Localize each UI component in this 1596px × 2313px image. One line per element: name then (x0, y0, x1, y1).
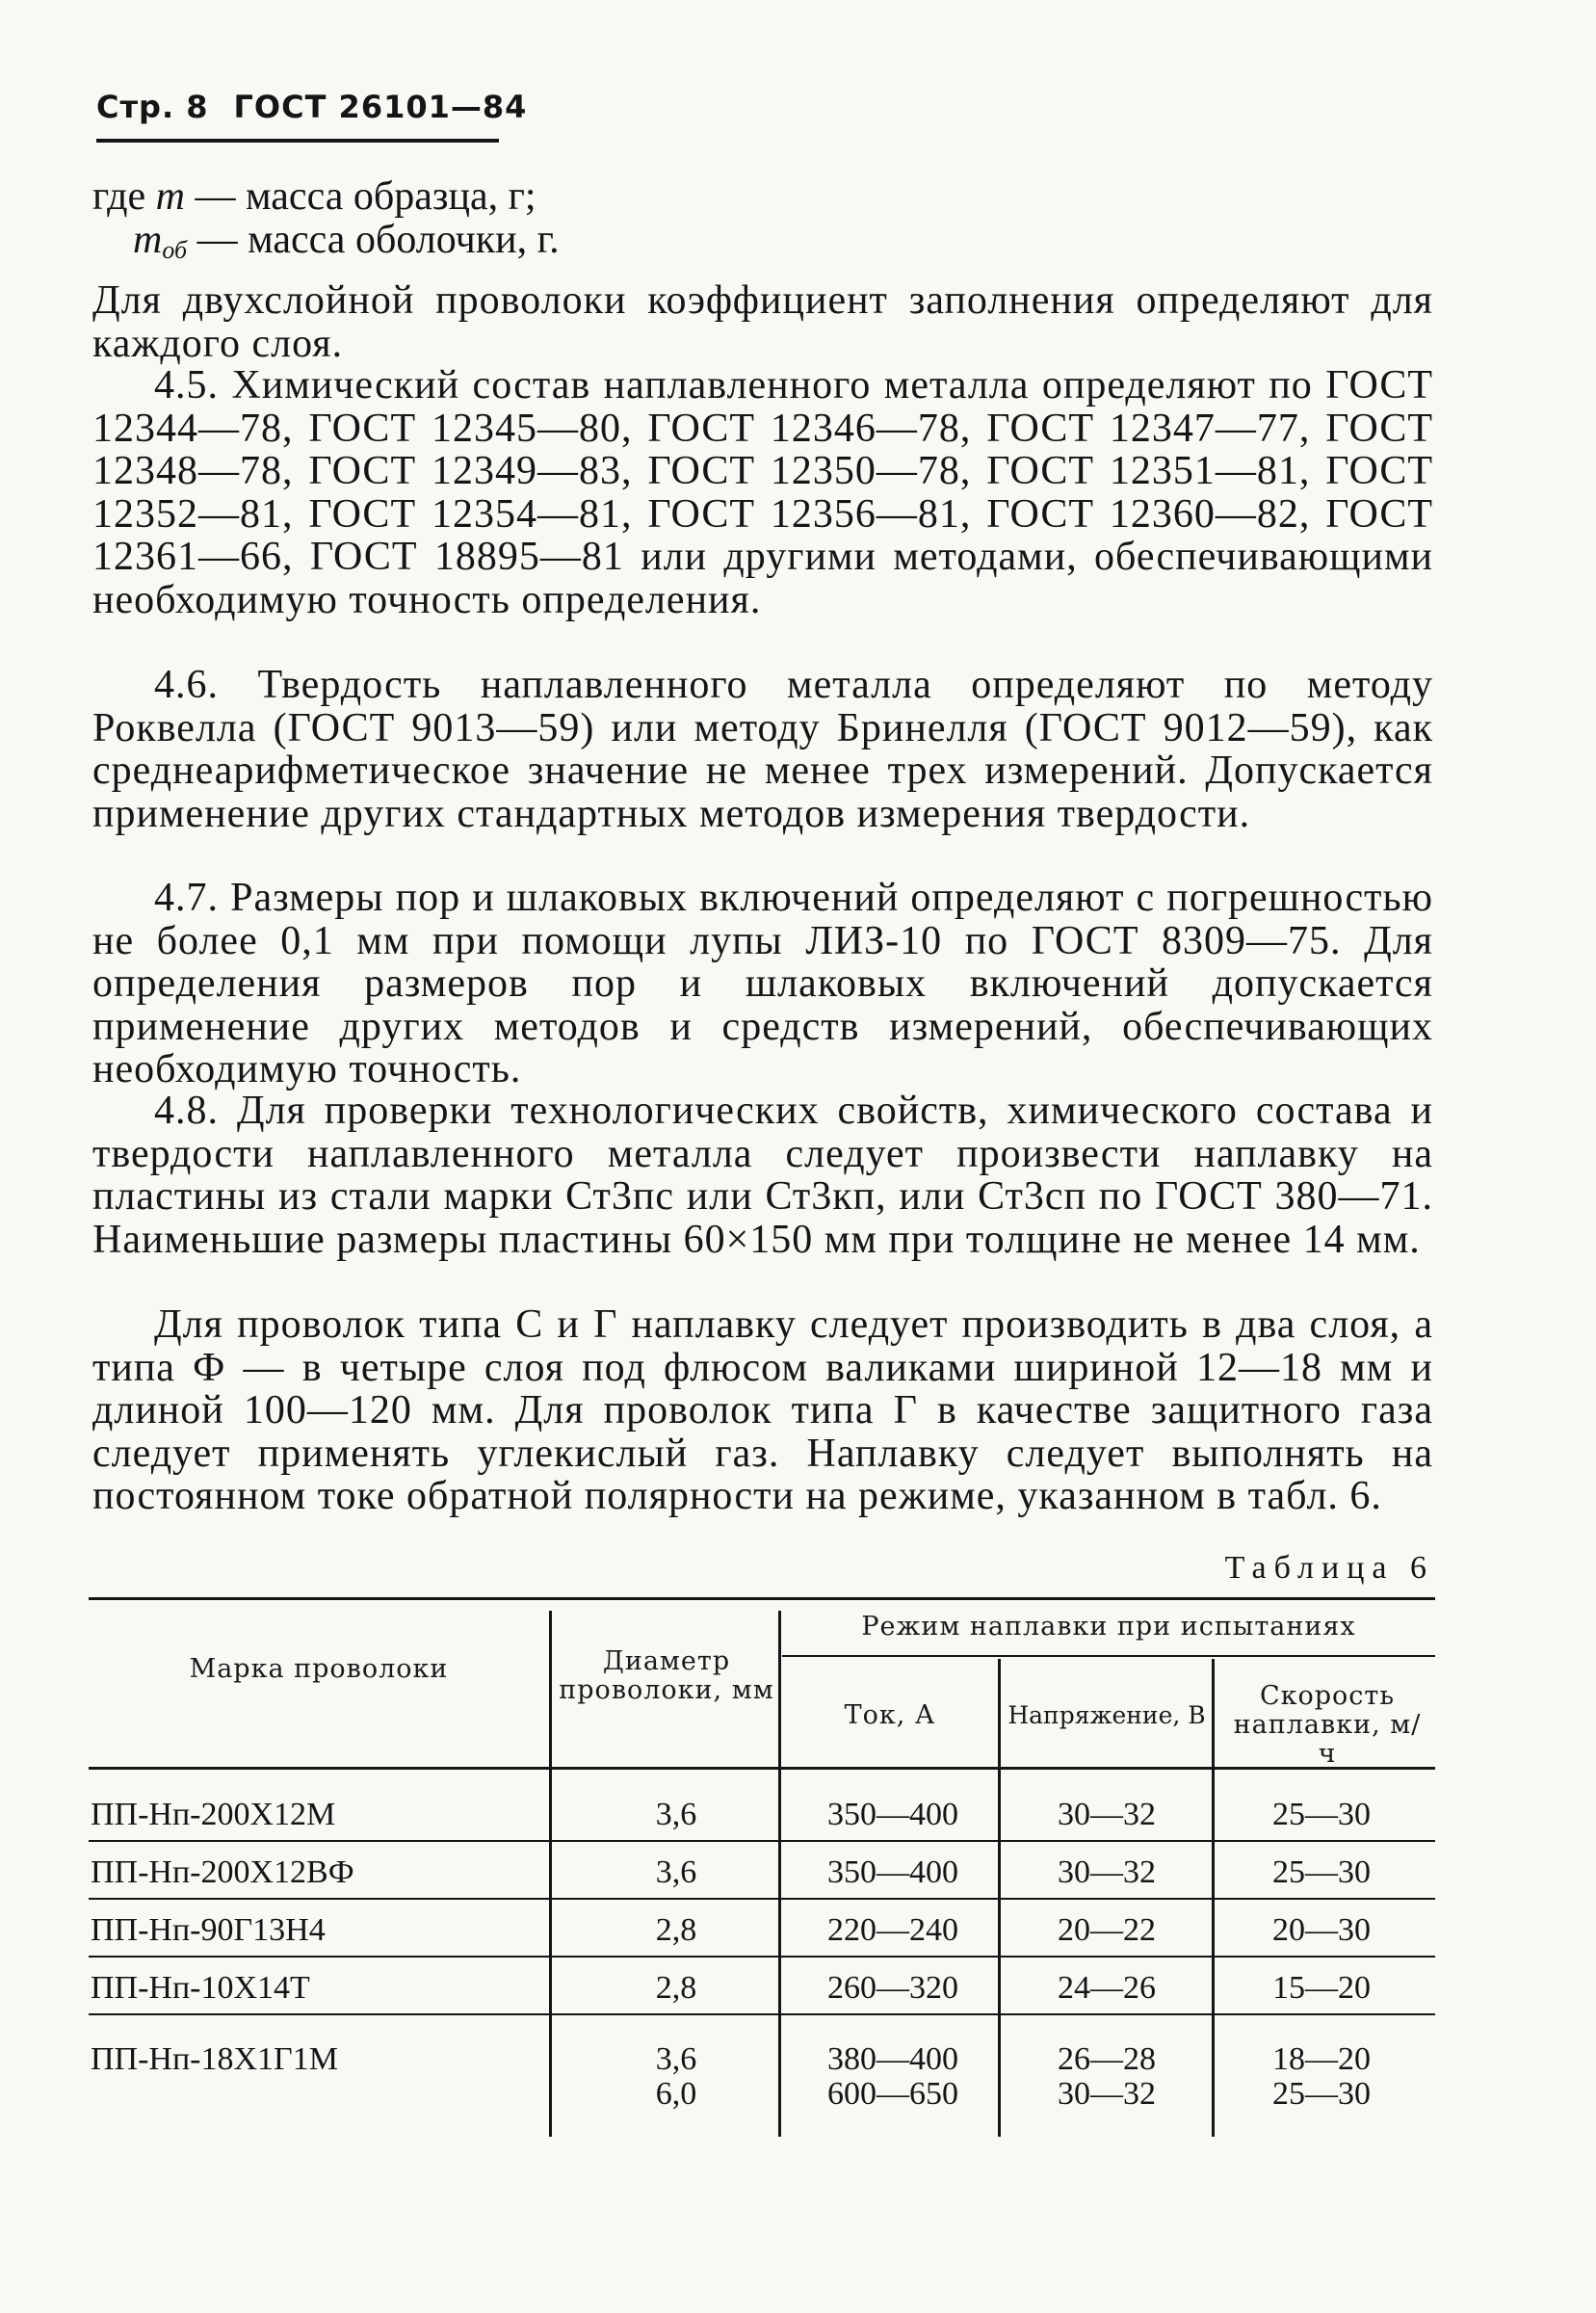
cell-current: 350—400 (827, 1854, 958, 1890)
page-number: Стр. 8 (96, 89, 209, 125)
cell-brand: ПП-Нп-200Х12М (91, 1797, 336, 1832)
symbol-m-ob: m (133, 217, 163, 262)
paragraph-4-8: 4.8. Для проверки технологических свойств, химического состава и твердости наплавленного металла следует произвести наплавку на пластины из стали марки Ст3пс или Ст3кп, или Ст3сп по ГОСТ 380—71. Наименьшие размеры пластины 60×150 мм при толщине не менее 14 мм. (92, 1089, 1433, 1262)
cell-current: 260—320 (827, 1970, 958, 2006)
header-current: Ток, А (844, 1700, 936, 1730)
cell-diameter: 2,8 (655, 1970, 697, 2006)
cell-current: 220—240 (827, 1912, 958, 1948)
paragraph-4-5: 4.5. Химический состав наплавленного металла определяют по ГОСТ 12344—78, ГОСТ 12345—80, ГОСТ 12346—78, ГОСТ 12347—77, ГОСТ 12348—78, ГОСТ 12349—83, ГОСТ 12350—78, ГОСТ 12351—81, ГОСТ 12352—81, ГОСТ 12354—81, ГОСТ 12356—81, ГОСТ 12360—82, ГОСТ 12361—66, ГОСТ 18895—81 или другими методами, обеспечивающими необходимую точность определения. (92, 363, 1433, 622)
row-rule-4 (89, 2013, 1435, 2015)
paragraph-4-7: 4.7. Размеры пор и шлаковых включений определяют с погрешностью не более 0,1 мм при помощи лупы ЛИЗ-10 по ГОСТ 8309—75. Для определения размеров пор и шлаковых включений допускается применение других методов и средств измерений, обеспечивающих необходимую точность. (92, 876, 1433, 1091)
where-text-2: — масса оболочки, г. (187, 217, 560, 262)
cell-speed: 18—20 (1272, 2041, 1371, 2077)
cell-voltage: 20—22 (1058, 1912, 1156, 1948)
row-rule-3 (89, 1956, 1435, 1958)
cell-voltage-2: 30—32 (1058, 2076, 1156, 2112)
cell-diameter-2: 6,0 (655, 2076, 697, 2112)
paragraph-two-layer: Для двухслойной проволоки коэффициент заполнения определяют для каждого слоя. (92, 278, 1433, 366)
cell-speed: 25—30 (1272, 1854, 1371, 1890)
cell-current: 350—400 (827, 1797, 958, 1832)
col-rule-4 (1212, 1659, 1215, 2137)
where-line-2 (92, 219, 1433, 273)
header-rule (96, 139, 499, 143)
paragraph-wire-types: Для проволок типа С и Г наплавку следует производить в два слоя, а типа Ф — в четыре слоя под флюсом валиками шириной 12—18 мм и длиной 100—120 мм. Для проволок типа Г в качестве защитного газа следует применять углекислый газ. Наплавку следует выполнять на постоянном токе обратной полярности на режиме, указанном в табл. 6. (92, 1302, 1433, 1518)
where-text-1: — масса образца, г; (185, 174, 536, 219)
col-rule-2 (778, 1611, 781, 2137)
cell-brand: ПП-Нп-90Г13Н4 (91, 1912, 326, 1948)
header-brand: Марка проволоки (189, 1654, 449, 1684)
mode-subheader-rule (782, 1655, 1435, 1657)
table-caption: Таблица 6 (1224, 1550, 1434, 1586)
cell-brand: ПП-Нп-200Х12ВФ (91, 1854, 354, 1890)
header-diameter: Диаметр проволоки, мм (559, 1646, 774, 1705)
cell-speed: 20—30 (1272, 1912, 1371, 1948)
table-6 (89, 1597, 1435, 2137)
cell-diameter: 3,6 (655, 2041, 697, 2077)
row-rule-2 (89, 1898, 1435, 1900)
page-header (96, 89, 552, 125)
cell-current: 380—400 (827, 2041, 958, 2077)
cell-brand: ПП-Нп-10Х14Т (91, 1970, 310, 2006)
cell-voltage: 24—26 (1058, 1970, 1156, 2006)
table-top-rule (89, 1597, 1435, 1600)
cell-voltage: 30—32 (1058, 1854, 1156, 1890)
cell-speed: 25—30 (1272, 1797, 1371, 1832)
cell-speed: 15—20 (1272, 1970, 1371, 2006)
header-speed: Скорость наплавки, м/ч (1233, 1681, 1422, 1769)
standard-title: ГОСТ 26101—84 (233, 89, 528, 125)
symbol-subscript: об (162, 235, 188, 264)
cell-current-2: 600—650 (827, 2076, 958, 2112)
cell-diameter: 2,8 (655, 1912, 697, 1948)
paragraph-4-6: 4.6. Твердость наплавленного металла определяют по методу Роквелла (ГОСТ 9013—59) или методу Бринелля (ГОСТ 9012—59), как среднеарифметическое значение не менее трех измерений. Допускается применение других стандартных методов измерения твердости. (92, 663, 1433, 836)
cell-brand: ПП-Нп-18Х1Г1М (91, 2041, 338, 2077)
where-prefix: где (92, 174, 156, 219)
cell-voltage: 26—28 (1058, 2041, 1156, 2077)
where-line-1 (92, 175, 1433, 219)
col-rule-3 (998, 1659, 1001, 2137)
cell-voltage: 30—32 (1058, 1797, 1156, 1832)
cell-speed-2: 25—30 (1272, 2076, 1371, 2112)
where-definitions (92, 175, 1433, 272)
header-mode: Режим наплавки при испытаниях (861, 1612, 1356, 1642)
col-rule-1 (549, 1611, 552, 2137)
row-rule-1 (89, 1840, 1435, 1842)
symbol-m: m (155, 174, 185, 219)
cell-diameter: 3,6 (655, 1854, 697, 1890)
header-voltage: Напряжение, В (1007, 1701, 1206, 1729)
cell-diameter: 3,6 (655, 1797, 697, 1832)
